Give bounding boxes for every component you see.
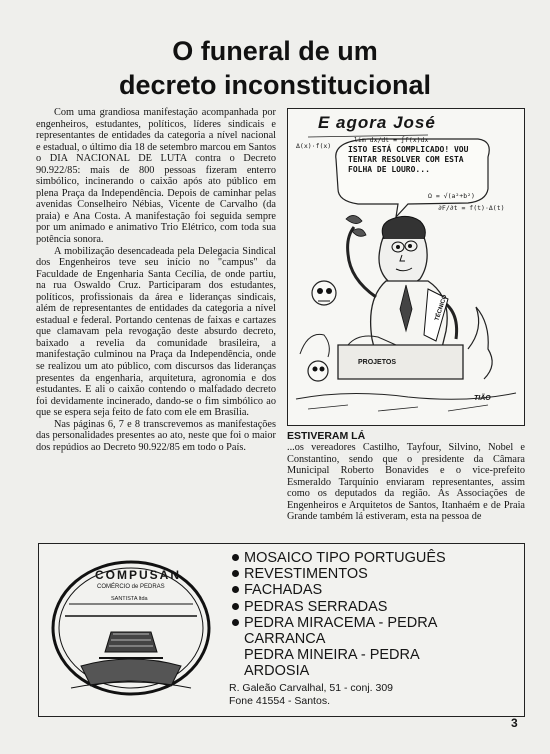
cartoon-formula-left: Δ(x)·f(x) [296,142,332,150]
ad-address: R. Galeão Carvalhal, 51 - conj. 309 [229,682,394,694]
cartoon-projetos-label: PROJETOS [358,359,396,366]
ad-logo-subtitle: COMÉRCIO de PEDRAS [97,584,165,590]
cartoon-balloon-text: ISTO ESTÁ COMPLICADO! VOU TENTAR RESOLVER COM ESTA FOLHA DE LOURO... [348,145,469,174]
ad-list-item: ARDOSIA [244,663,310,680]
advertisement [38,543,525,717]
ad-list-item: FACHADAS [232,582,446,598]
ad-list-item: REVESTIMENTOS [232,566,446,582]
article-title [40,34,510,102]
article-body [36,107,276,453]
sidebar-text: ...os vereadores Castilho, Tayfour, Silvino, Nobel e Constantino, sendo que o presidente da Câmara Municipal Roberto Bonavides e o vice-prefeito Esmeraldo Tarquínio enviaram representantes, assim como os deputados da região. As Associações de Engenheiros e Arquitetos de Santos, Itanhaém e de Praia Grande também lá estiveram, esta na pessoa de [287,442,525,523]
ad-list-item: PEDRA MIRACEMA - PEDRA [232,615,446,631]
ad-product-list [232,550,446,680]
ad-list-item: MOSAICO TIPO PORTUGUÊS [232,550,446,566]
cartoon-illustration [287,108,525,426]
title-line-2: decreto inconstitucional [118,70,432,100]
cartoon-title: E agora José [318,113,436,132]
sidebar-section [287,430,525,523]
cartoon-formula-mid: ∂F/∂t = f(t)·Δ(t) [438,204,505,212]
cartoon-formula-bottom: Ω = √(a²+b²) [428,192,475,200]
article-paragraph-1: Com uma grandiosa manifestação acompanhada por engenheiros, estudantes, políticos, líderes sindicais e representantes de entidades da categoria a nível nacional e estadual, o último dia 18 de setembro marcou em Santos o DIA NACIONAL DE LUTA contra o Decreto 90.922/85: mais de 800 pessoas fizeram enterro simbólico, incinerando o caixão após ato público em plena Praça da Independência. Depois de caminhar pelas avenidas Conselheiro Nébias, Vicente de Carvalho (da praia) e Ana Costa. A manifestação foi seguida sempre por um animado e animativo Trio Elétrico, com toda sua potência sonora. [36,107,276,246]
ad-list-item: CARRANCA [244,631,326,648]
ad-logo-name: COMPUSAN [95,568,182,582]
cartoon-sash-label: TÉCNICO [434,294,449,322]
article-paragraph-3: Nas páginas 6, 7 e 8 transcrevemos as manifestações das personalidades presentes ao ato, neste que foi o maior dos repúdios ao Decreto 90.922/85 em todo o País. [36,418,276,453]
article-paragraph-2: A mobilização desencadeada pela Delegacia Sindical dos Engenheiros teve seu início no "campus" da Faculdade de Engenharia Santa Cecília, de onde partiu, na rua Oswaldo Cruz. Participaram dos estudantes, políticos, profissionais da área e lideranças sindicais, além de representantes de entidades da categoria a nível estadual e federal. Portando centenas de faixas e cartazes que clamavam pela revogação deste absurdo decreto, baixado a revelia da comunidade brasileira, a manifestação culminou na Praça da Independência, onde se realizou um ato público, com discursos das lideranças presentes da engenharia, arquitetura, agronomia e dos estudantes. E ali o caixão contendo o malfadado decreto foi devidamente incinerado, dando-se o fim simbólico ao que se espera seja feito de fato com ele em Brasília. [36,245,276,419]
ad-phone: Fone 41554 - Santos. [229,695,330,707]
ad-list-item: PEDRAS SERRADAS [232,599,446,615]
page-number: 3 [511,716,518,730]
cartoon-signature: TIÃO [474,395,491,402]
title-line-1: O funeral de um [172,36,378,66]
ad-logo-city: SANTISTA ltda [111,596,148,602]
sidebar-heading: ESTIVERAM LÁ [287,430,366,442]
ad-list-item: PEDRA MINEIRA - PEDRA [244,647,420,664]
ad-contact [229,682,393,708]
cartoon-formula-top: lim dx/dt = ∫f(x)dx [354,136,429,144]
